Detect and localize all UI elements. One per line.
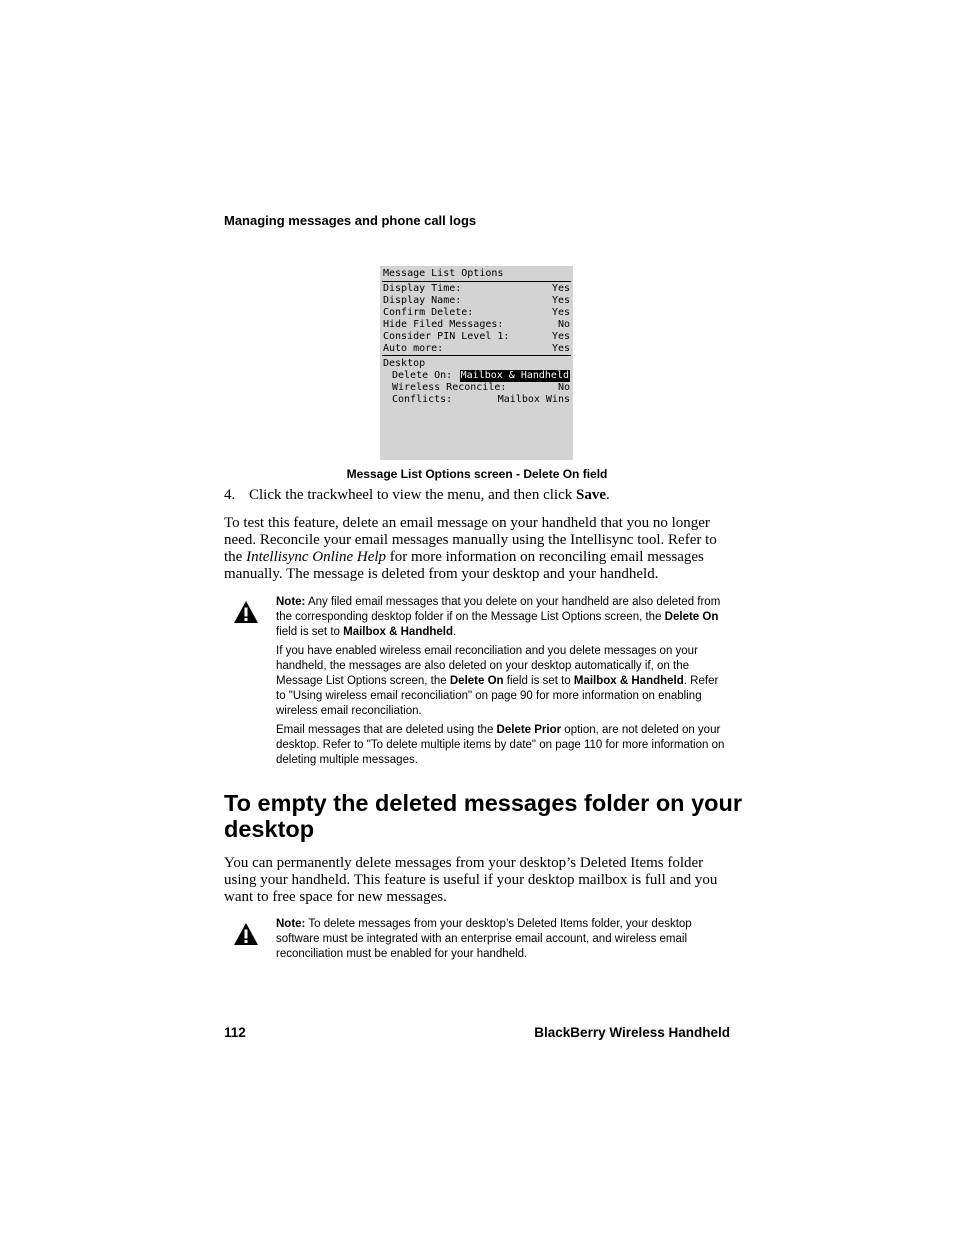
option-row: Auto more: Yes — [383, 343, 570, 354]
figure-caption: Message List Options screen - Delete On field — [346, 467, 608, 481]
warning-icon — [233, 922, 259, 946]
note-paragraph: Note: To delete messages from your desktop’s Deleted Items folder, your desktop software must be integrated with an enterprise email account, and wireless email reconciliation must be enabled for your handheld. — [276, 918, 692, 960]
option-row: Hide Filed Messages: No — [383, 319, 570, 330]
delete-on-row: Delete On: Mailbox & Handheld — [392, 370, 569, 381]
step-4: 4. Click the trackwheel to view the menu, and then click Save. — [224, 487, 610, 503]
running-head: Managing messages and phone call logs — [224, 213, 477, 228]
option-row: Wireless Reconcile: No — [392, 382, 570, 393]
delete-on-value: Mailbox & Handheld — [460, 370, 569, 381]
body-paragraph: To test this feature, delete an email message on your handheld that you no longer need. Reconcile your email messages manually using the Intellisync tool. Refer to the Intellisync Online Help for more information on reconciling email messages manually. The message is deleted from your desktop and your handheld. — [224, 515, 717, 582]
note-paragraph: Note: Any filed email messages that you delete on your handheld are also deleted from the corresponding desktop folder if on the Message List Options screen, the Delete On field is set to Mailbox & Handheld. — [276, 596, 721, 638]
body-paragraph: You can permanently delete messages from your desktop’s Deleted Items folder using your handheld. This feature is useful if your desktop mailbox is full and you want to free space for new messages. — [224, 855, 718, 905]
screen-title: Message List Options — [383, 268, 504, 279]
footer-title: BlackBerry Wireless Handheld — [534, 1025, 730, 1040]
handheld-screen — [380, 266, 573, 460]
option-row: Display Name: Yes — [383, 295, 570, 306]
screen-section-desktop: Desktop — [383, 358, 426, 369]
note-block — [276, 917, 728, 966]
note-paragraph: Email messages that are deleted using the Delete Prior option, are not deleted on your desktop. Refer to "To delete multiple items by date" on page 110 for more information on deleting multiple messages. — [276, 724, 725, 766]
page-number: 112 — [224, 1025, 246, 1040]
section-heading: To empty the deleted messages folder on your desktop — [224, 790, 742, 842]
note-paragraph: If you have enabled wireless email reconciliation and you delete messages on your handheld, the messages are also deleted on your desktop automatically if, on the Message List Options screen, the Delete On field is set to Mailbox & Handheld. Refer to "Using wireless email reconciliation" on page 90 for more information on enabling wireless email reconciliation. — [276, 645, 719, 717]
option-row: Consider PIN Level 1: Yes — [383, 331, 570, 342]
note-block — [276, 595, 728, 772]
warning-icon — [233, 600, 259, 624]
option-row: Conflicts: Mailbox Wins — [392, 394, 570, 405]
option-row: Display Time: Yes — [383, 283, 570, 294]
option-row: Confirm Delete: Yes — [383, 307, 570, 318]
